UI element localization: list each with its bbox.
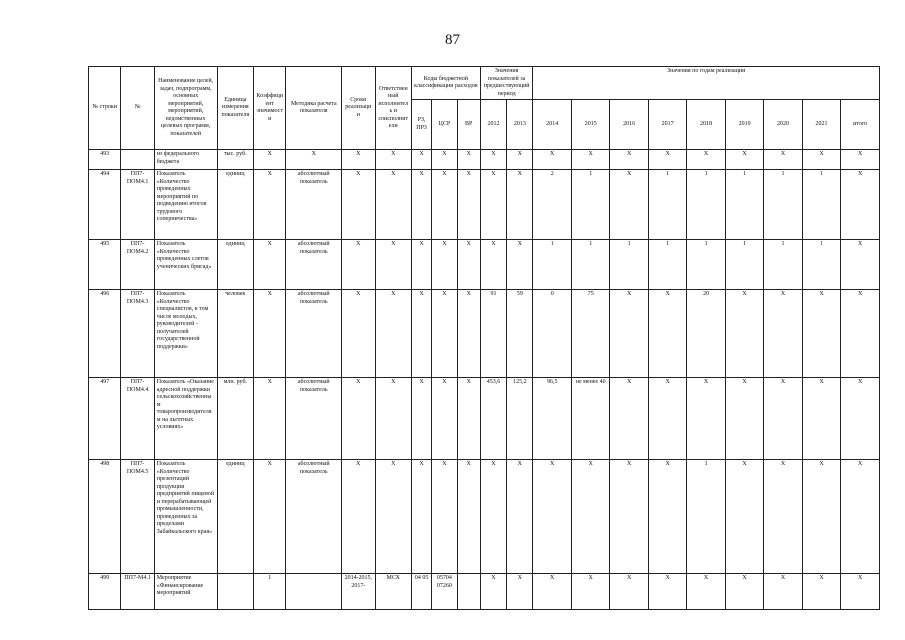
header-year-2015: 2015: [571, 100, 609, 150]
header-name: Наименование целей, задач, подпрограмм, основных мероприятий, мероприятий, ведомственных целевых программ, показателей: [154, 67, 217, 150]
header-rz: РЗ, ПР3: [411, 100, 431, 150]
row-coef: X: [254, 290, 286, 378]
row-value-2016: X: [610, 574, 648, 610]
indicators-table: [88, 66, 880, 610]
header-year-2014: 2014: [533, 100, 571, 150]
row-value-2018: X: [687, 574, 725, 610]
row-value-2020: X: [764, 290, 802, 378]
row-value-total: X: [841, 170, 880, 240]
row-method: [286, 574, 342, 610]
row-code: ПП7-ПОМ4.3: [121, 290, 154, 378]
row-terms: X: [342, 240, 375, 290]
header-year-2013: 2013: [507, 100, 533, 150]
row-method: абсолютный показатель: [286, 240, 342, 290]
row-executor: X: [375, 460, 411, 574]
row-unit: [217, 574, 253, 610]
row-value-2015: X: [571, 150, 609, 170]
header-code: №: [121, 67, 154, 150]
row-value-2018: 1: [687, 240, 725, 290]
row-number: 494: [89, 170, 121, 240]
row-terms: X: [342, 290, 375, 378]
row-unit: единиц: [217, 240, 253, 290]
row-method: абсолютный показатель: [286, 460, 342, 574]
row-value-2014: X: [533, 150, 571, 170]
row-rz: X: [411, 290, 431, 378]
row-executor: X: [375, 290, 411, 378]
row-value-2014: 0: [533, 290, 571, 378]
row-value-2015: не менее 40: [571, 378, 609, 460]
row-vr: X: [457, 460, 480, 574]
row-value-2017: X: [648, 150, 686, 170]
row-unit: единиц: [217, 170, 253, 240]
row-value-2016: X: [610, 378, 648, 460]
row-value-2016: X: [610, 170, 648, 240]
row-value-2020: 1: [764, 240, 802, 290]
row-value-2012: 453,6: [480, 378, 506, 460]
row-value-2012: X: [480, 150, 506, 170]
table-row: [89, 574, 880, 610]
row-value-2013: X: [507, 150, 533, 170]
row-coef: X: [254, 240, 286, 290]
row-value-2015: X: [571, 574, 609, 610]
row-number: 498: [89, 460, 121, 574]
row-unit: человек: [217, 290, 253, 378]
header-executor: Ответственный исполнитель и соисполнители: [375, 67, 411, 150]
row-coef: 1: [254, 574, 286, 610]
row-executor: МСХ: [375, 574, 411, 610]
table-body: [89, 150, 880, 610]
row-csr: X: [432, 150, 457, 170]
row-value-2019: X: [725, 574, 763, 610]
row-value-2019: X: [725, 150, 763, 170]
header-year-2019: 2019: [725, 100, 763, 150]
row-csr: X: [432, 460, 457, 574]
row-value-2019: 1: [725, 240, 763, 290]
row-value-2013: X: [507, 460, 533, 574]
row-method: абсолютный показатель: [286, 290, 342, 378]
row-value-2016: X: [610, 460, 648, 574]
table-row: [89, 170, 880, 240]
row-value-2016: 1: [610, 240, 648, 290]
row-csr: X: [432, 378, 457, 460]
header-budget-group: Коды бюджетной классификации расходов: [411, 67, 480, 100]
row-value-2018: 1: [687, 460, 725, 574]
row-name: Показатель «Оказание адресной поддержки сельскохозяйственным товаропроизводителям на льготных условиях»: [154, 378, 217, 460]
row-value-2015: 75: [571, 290, 609, 378]
row-value-2018: 1: [687, 170, 725, 240]
row-value-2021: X: [802, 150, 840, 170]
row-value-2021: X: [802, 574, 840, 610]
row-executor: X: [375, 240, 411, 290]
table-row: [89, 240, 880, 290]
header-method: Методика расчета показателя: [286, 67, 342, 150]
row-name: Показатель «Количество презентаций продукции предприятий пищевой и перерабатывающей промышленности, проведенных за пределами Забайкальского края»: [154, 460, 217, 574]
row-value-2020: 1: [764, 170, 802, 240]
row-code: [121, 150, 154, 170]
row-unit: тыс. руб.: [217, 150, 253, 170]
row-name: из федерального бюджета: [154, 150, 217, 170]
row-value-total: X: [841, 150, 880, 170]
row-rz: X: [411, 460, 431, 574]
row-rz: X: [411, 240, 431, 290]
row-rz: X: [411, 150, 431, 170]
row-value-2017: X: [648, 574, 686, 610]
row-value-2019: 1: [725, 170, 763, 240]
row-value-2015: 1: [571, 170, 609, 240]
header-year-2017: 2017: [648, 100, 686, 150]
row-rz: X: [411, 378, 431, 460]
header-prev-group: Значения показателей за предшествующий период: [480, 67, 533, 100]
row-value-2012: X: [480, 170, 506, 240]
table-row: [89, 150, 880, 170]
row-csr: X: [432, 290, 457, 378]
row-value-2019: X: [725, 460, 763, 574]
row-value-2017: 1: [648, 240, 686, 290]
row-method: абсолютный показатель: [286, 170, 342, 240]
row-executor: X: [375, 150, 411, 170]
row-number: 495: [89, 240, 121, 290]
header-year-2016: 2016: [610, 100, 648, 150]
row-value-2014: 2: [533, 170, 571, 240]
row-code: ПП7-М4.1: [121, 574, 154, 610]
row-name: Показатель «Количество специалистов, в том числе молодых, руководителей - получателей государственной поддержки»: [154, 290, 217, 378]
row-value-2014: 96,5: [533, 378, 571, 460]
header-years-group: Значения по годам реализации: [533, 67, 880, 100]
header-year-2020: 2020: [764, 100, 802, 150]
row-value-2018: 20: [687, 290, 725, 378]
row-value-2017: 1: [648, 170, 686, 240]
row-value-2021: X: [802, 378, 840, 460]
header-terms: Сроки реализации: [342, 67, 375, 150]
row-value-2017: X: [648, 378, 686, 460]
row-value-2012: X: [480, 574, 506, 610]
row-number: 493: [89, 150, 121, 170]
header-csr: ЦСР: [432, 100, 457, 150]
row-terms: X: [342, 378, 375, 460]
row-value-2018: X: [687, 150, 725, 170]
row-method: X: [286, 150, 342, 170]
row-value-2014: X: [533, 460, 571, 574]
table-row: [89, 460, 880, 574]
row-value-2021: X: [802, 290, 840, 378]
row-number: 499: [89, 574, 121, 610]
row-code: ПП7-ПОМ4.4: [121, 378, 154, 460]
row-value-total: X: [841, 290, 880, 378]
row-value-total: X: [841, 240, 880, 290]
row-value-2013: X: [507, 170, 533, 240]
row-value-2016: X: [610, 290, 648, 378]
row-vr: [457, 574, 480, 610]
row-value-2020: X: [764, 574, 802, 610]
row-rz: 04 05: [411, 574, 431, 610]
row-code: ПП7-ПОМ4.2: [121, 240, 154, 290]
row-vr: X: [457, 378, 480, 460]
row-executor: X: [375, 170, 411, 240]
row-vr: X: [457, 170, 480, 240]
row-value-2013: 59: [507, 290, 533, 378]
table-row: [89, 378, 880, 460]
header-total: итого: [841, 100, 880, 150]
header-coef: Коэффициент значимости: [254, 67, 286, 150]
row-value-2020: X: [764, 150, 802, 170]
row-vr: X: [457, 150, 480, 170]
header-vr: ВР: [457, 100, 480, 150]
row-code: ПП7-ПОМ4.1: [121, 170, 154, 240]
row-csr: 05704 07260: [432, 574, 457, 610]
row-coef: X: [254, 460, 286, 574]
row-name: Показатель «Количество проведенных мероприятий по подведению итогов трудового соперничества»: [154, 170, 217, 240]
row-name: Мероприятие «Финансирование мероприятий: [154, 574, 217, 610]
row-terms: X: [342, 170, 375, 240]
row-value-total: X: [841, 460, 880, 574]
row-code: ПП7-ПОМ4.5: [121, 460, 154, 574]
table-row: [89, 290, 880, 378]
row-value-2012: X: [480, 240, 506, 290]
row-terms: X: [342, 150, 375, 170]
row-method: абсолютный показатель: [286, 378, 342, 460]
row-executor: X: [375, 378, 411, 460]
header-year-2012: 2012: [480, 100, 506, 150]
row-value-2012: 91: [480, 290, 506, 378]
row-value-2014: X: [533, 574, 571, 610]
row-value-total: X: [841, 378, 880, 460]
row-unit: единиц: [217, 460, 253, 574]
row-name: Показатель «Количество проведенных слетов ученических бригад»: [154, 240, 217, 290]
row-terms: X: [342, 460, 375, 574]
row-number: 496: [89, 290, 121, 378]
row-rz: X: [411, 170, 431, 240]
page-number: 87: [445, 32, 460, 48]
header-year-2021: 2021: [802, 100, 840, 150]
row-value-2015: X: [571, 460, 609, 574]
row-coef: X: [254, 170, 286, 240]
row-csr: X: [432, 170, 457, 240]
row-value-2013: X: [507, 240, 533, 290]
header-row-no: № строки: [89, 67, 121, 150]
row-vr: X: [457, 290, 480, 378]
row-number: 497: [89, 378, 121, 460]
row-value-2019: X: [725, 378, 763, 460]
row-value-2019: X: [725, 290, 763, 378]
row-value-2017: X: [648, 290, 686, 378]
row-value-2013: 125,2: [507, 378, 533, 460]
header-unit: Единица измерения показателя: [217, 67, 253, 150]
row-value-total: X: [841, 574, 880, 610]
row-value-2017: X: [648, 460, 686, 574]
row-value-2012: X: [480, 460, 506, 574]
row-value-2021: X: [802, 460, 840, 574]
row-value-2016: X: [610, 150, 648, 170]
row-value-2020: X: [764, 378, 802, 460]
row-csr: X: [432, 240, 457, 290]
row-vr: X: [457, 240, 480, 290]
row-value-2021: 1: [802, 170, 840, 240]
row-unit: млн. руб.: [217, 378, 253, 460]
row-terms: 2014-2015, 2017-: [342, 574, 375, 610]
row-value-2021: 1: [802, 240, 840, 290]
row-coef: X: [254, 150, 286, 170]
row-value-2015: 1: [571, 240, 609, 290]
row-value-2018: X: [687, 378, 725, 460]
row-value-2020: X: [764, 460, 802, 574]
row-coef: X: [254, 378, 286, 460]
row-value-2013: X: [507, 574, 533, 610]
header-year-2018: 2018: [687, 100, 725, 150]
row-value-2014: 1: [533, 240, 571, 290]
